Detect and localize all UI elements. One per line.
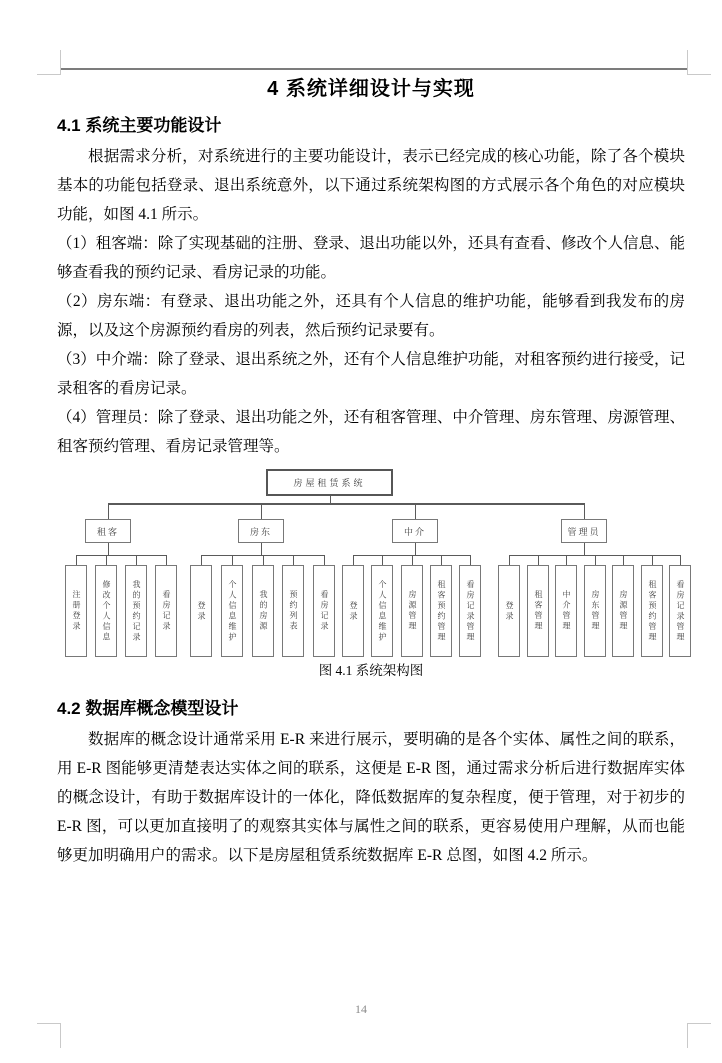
diagram-leaf-label: 租客预约管理 [648, 579, 657, 643]
connector-line [106, 555, 107, 565]
feature-item-1: （1）租客端：除了实现基础的注册、登录、退出功能以外，还具有查看、修改个人信息、能够查看我的预约记录、看房记录的功能。 [57, 235, 685, 281]
connector-line [330, 496, 331, 503]
diagram-leaf-box [65, 565, 87, 657]
diagram-leaf-label: 房源管理 [619, 590, 628, 632]
diagram-leaf-label: 租客预约管理 [437, 579, 446, 643]
diagram-leaf-box [641, 565, 663, 657]
feature-item-4: （4）管理员：除了登录、退出功能之外，还有租客管理、中介管理、房东管理、房源管理、租客预约管理、看房记录管理等。 [57, 409, 685, 455]
connector-line [263, 555, 264, 565]
feature-item-2: （2）房东端：有登录、退出功能之外，还具有个人信息的维护功能，能够看到我发布的房源，以及这个房源预约看房的列表，然后预约记录要有。 [57, 293, 685, 339]
connector-line [441, 555, 442, 565]
connector-line [584, 503, 585, 519]
diagram-role-box: 中介 [392, 519, 438, 543]
connector-line [623, 555, 624, 565]
diagram-leaf-label: 房源管理 [408, 590, 417, 632]
connector-line [353, 555, 354, 565]
section-4-2-heading: 4.2 数据库概念模型设计 [57, 699, 239, 718]
connector-line [415, 543, 416, 555]
diagram-leaf-label: 登录 [197, 600, 206, 622]
diagram-leaf-label: 注册登录 [72, 590, 81, 632]
diagram-leaf-box [498, 565, 520, 657]
diagram-role-box: 管理员 [561, 519, 607, 543]
diagram-leaf-label: 看房记录管理 [466, 579, 475, 643]
figure-caption: 图 4.1 系统架构图 [318, 663, 424, 678]
diagram-leaf-box [371, 565, 393, 657]
diagram-leaf-box [282, 565, 304, 657]
diagram-leaf-box [313, 565, 335, 657]
connector-line [108, 503, 585, 505]
diagram-leaf-label: 修改个人信息 [102, 579, 111, 643]
connector-line [680, 555, 681, 565]
connector-line [538, 555, 539, 565]
connector-line [509, 555, 510, 565]
crop-mark-bottom-right [687, 1023, 711, 1048]
section-4-2-body: 数据库的概念设计通常采用 E-R 来进行展示，要明确的是各个实体、属性之间的联系，用 E-R 图能够更清楚表达实体之间的联系，这便是 E-R 图，通过需求分析后进行数据库实体的概念设计，有助于数据库设计的一体化，降低数据库的复杂程度，便于管理，对于初步的 E-R 图，可以更加直接明了的观察其实体与属性之间的联系，更容易使用户理解，从而也能够更加明确用户的需求。以下是房屋租赁系统数据库 E-R 总图，如图 4.2 所示。 [57, 731, 685, 864]
connector-line [232, 555, 233, 565]
connector-line [382, 555, 383, 565]
diagram-leaf-label: 个人信息维护 [228, 579, 237, 643]
diagram-leaf-label: 看房记录 [320, 590, 329, 632]
page-number: 14 [355, 1002, 367, 1016]
connector-line [652, 555, 653, 565]
connector-line [201, 555, 202, 565]
diagram-leaf-label: 中介管理 [562, 590, 571, 632]
diagram-leaf-box [252, 565, 274, 657]
connector-line [584, 543, 585, 555]
diagram-leaf-label: 看房记录 [162, 590, 171, 632]
crop-mark-top-left [37, 50, 61, 75]
connector-line [136, 555, 137, 565]
diagram-leaf-label: 看房记录管理 [676, 579, 685, 643]
connector-line [470, 555, 471, 565]
connector-line [415, 503, 416, 519]
diagram-leaf-label: 租客管理 [534, 590, 543, 632]
connector-line [76, 555, 167, 556]
connector-line [76, 555, 77, 565]
diagram-leaf-label: 登录 [349, 600, 358, 622]
connector-line [166, 555, 167, 565]
diagram-leaf-box [95, 565, 117, 657]
chapter-title: 4 系统详细设计与实现 [267, 78, 475, 100]
connector-line [324, 555, 325, 565]
diagram-leaf-box [612, 565, 634, 657]
section-4-1-intro: 根据需求分析，对系统进行的主要功能设计，表示已经完成的核心功能，除了各个模块基本的功能包括登录、退出系统意外，以下通过系统架构图的方式展示各个角色的对应模块功能，如图 4.1 所示。 [57, 148, 685, 223]
connector-line [108, 503, 109, 519]
diagram-leaf-label: 预约列表 [289, 590, 298, 632]
diagram-leaf-box [584, 565, 606, 657]
diagram-leaf-box [190, 565, 212, 657]
diagram-leaf-label: 个人信息维护 [378, 579, 387, 643]
figure-4-1 [57, 463, 685, 681]
crop-mark-bottom-left [37, 1023, 61, 1048]
crop-mark-top-right [687, 50, 711, 75]
diagram-leaf-box [555, 565, 577, 657]
diagram-leaf-box [221, 565, 243, 657]
diagram-leaf-box [342, 565, 364, 657]
diagram-leaf-label: 我的房源 [259, 590, 268, 632]
diagram-leaf-label: 房东管理 [591, 590, 600, 632]
diagram-role-box: 房东 [238, 519, 284, 543]
diagram-leaf-box [125, 565, 147, 657]
diagram-leaf-box [459, 565, 481, 657]
connector-line [261, 543, 262, 555]
diagram-leaf-box [430, 565, 452, 657]
section-4-1-heading: 4.1 系统主要功能设计 [57, 116, 222, 135]
diagram-leaf-box [527, 565, 549, 657]
page-content [57, 76, 685, 870]
diagram-leaf-box [155, 565, 177, 657]
connector-line [595, 555, 596, 565]
header-rule [60, 68, 687, 70]
diagram-leaf-box [401, 565, 423, 657]
connector-line [566, 555, 567, 565]
feature-item-3: （3）中介端：除了登录、退出系统之外，还有个人信息维护功能，对租客预约进行接受，记录租客的看房记录。 [57, 351, 685, 397]
diagram-root-box: 房屋租赁系统 [266, 469, 393, 496]
diagram-leaf-label: 登录 [505, 600, 514, 622]
architecture-diagram [53, 463, 693, 659]
connector-line [293, 555, 294, 565]
diagram-role-box: 租客 [85, 519, 131, 543]
connector-line [261, 503, 262, 519]
diagram-leaf-label: 我的预约记录 [132, 579, 141, 643]
diagram-leaf-box [669, 565, 691, 657]
connector-line [108, 543, 109, 555]
connector-line [412, 555, 413, 565]
